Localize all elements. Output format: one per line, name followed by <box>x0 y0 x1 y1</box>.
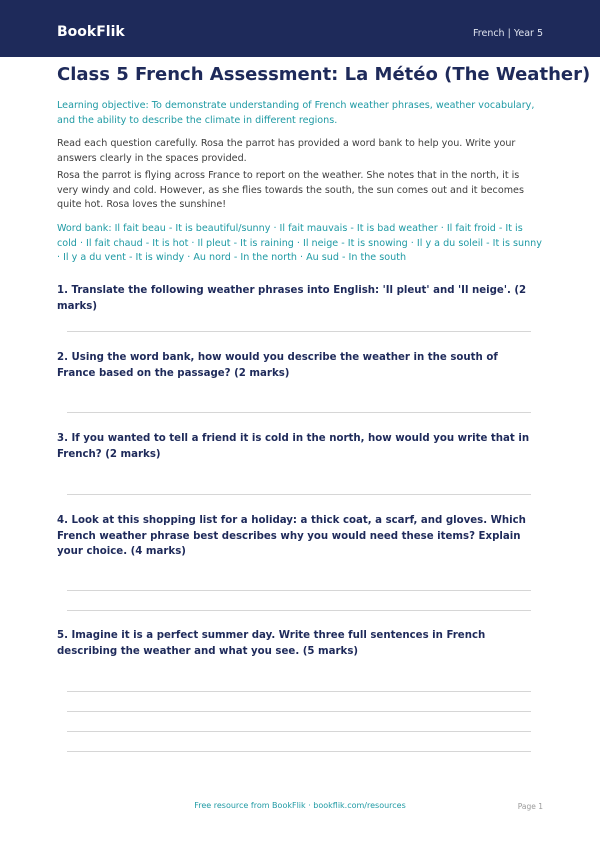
question-5: 5. Imagine it is a perfect summer day. Write three full sentences in French describing the weather and what you see. (5 marks) <box>57 630 486 657</box>
instructions: Read each question carefully. Rosa the parrot has provided a word bank to help you. Write your answers clearly in the spaces provided. <box>57 138 516 164</box>
answer-line[interactable] <box>67 610 531 611</box>
question-4: 4. Look at this shopping list for a holiday: a thick coat, a scarf, and gloves. Which French weather phrase best describes why you would need these items? Explain your choice. (4 marks) <box>57 515 526 557</box>
passage: Rosa the parrot is flying across France to report on the weather. She notes that in the north, it is very windy and cold. However, as she flies towards the south, the sun comes out and it becomes quite hot. Rosa loves the sunshine! <box>57 170 524 210</box>
answer-line[interactable] <box>67 751 531 752</box>
learning-objective: Learning objective: To demonstrate understanding of French weather phrases, weather vocabulary, and the ability to describe the climate in different regions. <box>57 100 535 126</box>
question-2: 2. Using the word bank, how would you describe the weather in the south of France based on the passage? (2 marks) <box>57 352 498 379</box>
answer-line[interactable] <box>67 331 531 332</box>
word-bank: Word bank: Il fait beau - It is beautiful/sunny · Il fait mauvais - It is bad weather · Il fait froid - It is cold · Il fait chaud - It is hot · Il pleut - It is raining · Il neige - It is snowing · Il y a du soleil - It is sunny · Il y a du vent - It is windy · Au nord - In the north · Au sud - In the south <box>57 223 542 263</box>
page-title: Class 5 French Assessment: La Météo (The Weather) <box>57 64 591 85</box>
subject-label: French | Year 5 <box>473 28 543 39</box>
question-1: 1. Translate the following weather phrases into English: 'Il pleut' and 'Il neige'. (2 marks) <box>57 285 527 312</box>
answer-line[interactable] <box>67 731 531 732</box>
answer-line[interactable] <box>67 590 531 591</box>
answer-line[interactable] <box>67 711 531 712</box>
footer-credit: Free resource from BookFlik · bookflik.com/resources <box>194 801 406 810</box>
question-3: 3. If you wanted to tell a friend it is cold in the north, how would you write that in French? (2 marks) <box>57 433 530 460</box>
page-header <box>0 0 600 57</box>
answer-line[interactable] <box>67 691 531 692</box>
page-number: Page 1 <box>517 802 543 811</box>
answer-line[interactable] <box>67 412 531 413</box>
answer-line[interactable] <box>67 494 531 495</box>
brand-logo: BookFlik <box>57 24 125 40</box>
